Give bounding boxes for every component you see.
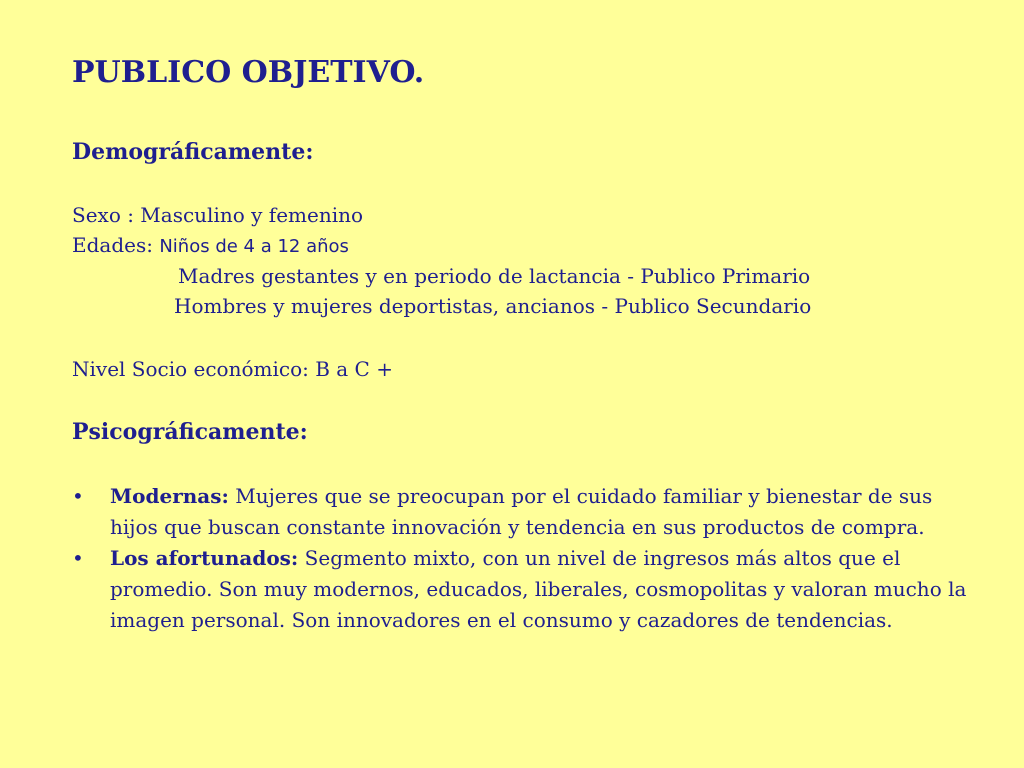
segment-description: Segmento mixto, con un nivel de ingresos más altos que el promedio. Son muy modernos, educados, liberales, cosmopolitas y valoran mucho la imagen personal. Son innovadores en el consumo y cazadores de tendencias. [110, 546, 967, 632]
bullet-icon: • [72, 484, 84, 508]
demographics-heading: Demográficamente: [72, 139, 314, 165]
list-item [72, 481, 972, 543]
sex-line: Sexo : Masculino y femenino [72, 203, 364, 227]
psychographics-list [72, 481, 972, 636]
segment-name: Modernas: [110, 484, 229, 508]
audience-secondary-line: Hombres y mujeres deportistas, ancianos - Publico Secundario [174, 294, 812, 318]
ages-line [72, 230, 349, 262]
bullet-icon: • [72, 546, 84, 570]
slide-title: PUBLICO OBJETIVO. [72, 55, 425, 90]
ages-label: Edades: [72, 233, 160, 257]
ages-value: Niños de 4 a 12 años [159, 236, 349, 257]
segment-description: Mujeres que se preocupan por el cuidado familiar y bienestar de sus hijos que buscan constante innovación y tendencia en sus productos de compra. [110, 484, 933, 539]
audience-primary-line: Madres gestantes y en periodo de lactancia - Publico Primario [178, 264, 811, 288]
list-item [72, 543, 972, 636]
segment-name: Los afortunados: [110, 546, 299, 570]
socioeconomic-line: Nivel Socio económico: B a C + [72, 357, 393, 381]
psychographics-heading: Psicográficamente: [72, 419, 308, 445]
